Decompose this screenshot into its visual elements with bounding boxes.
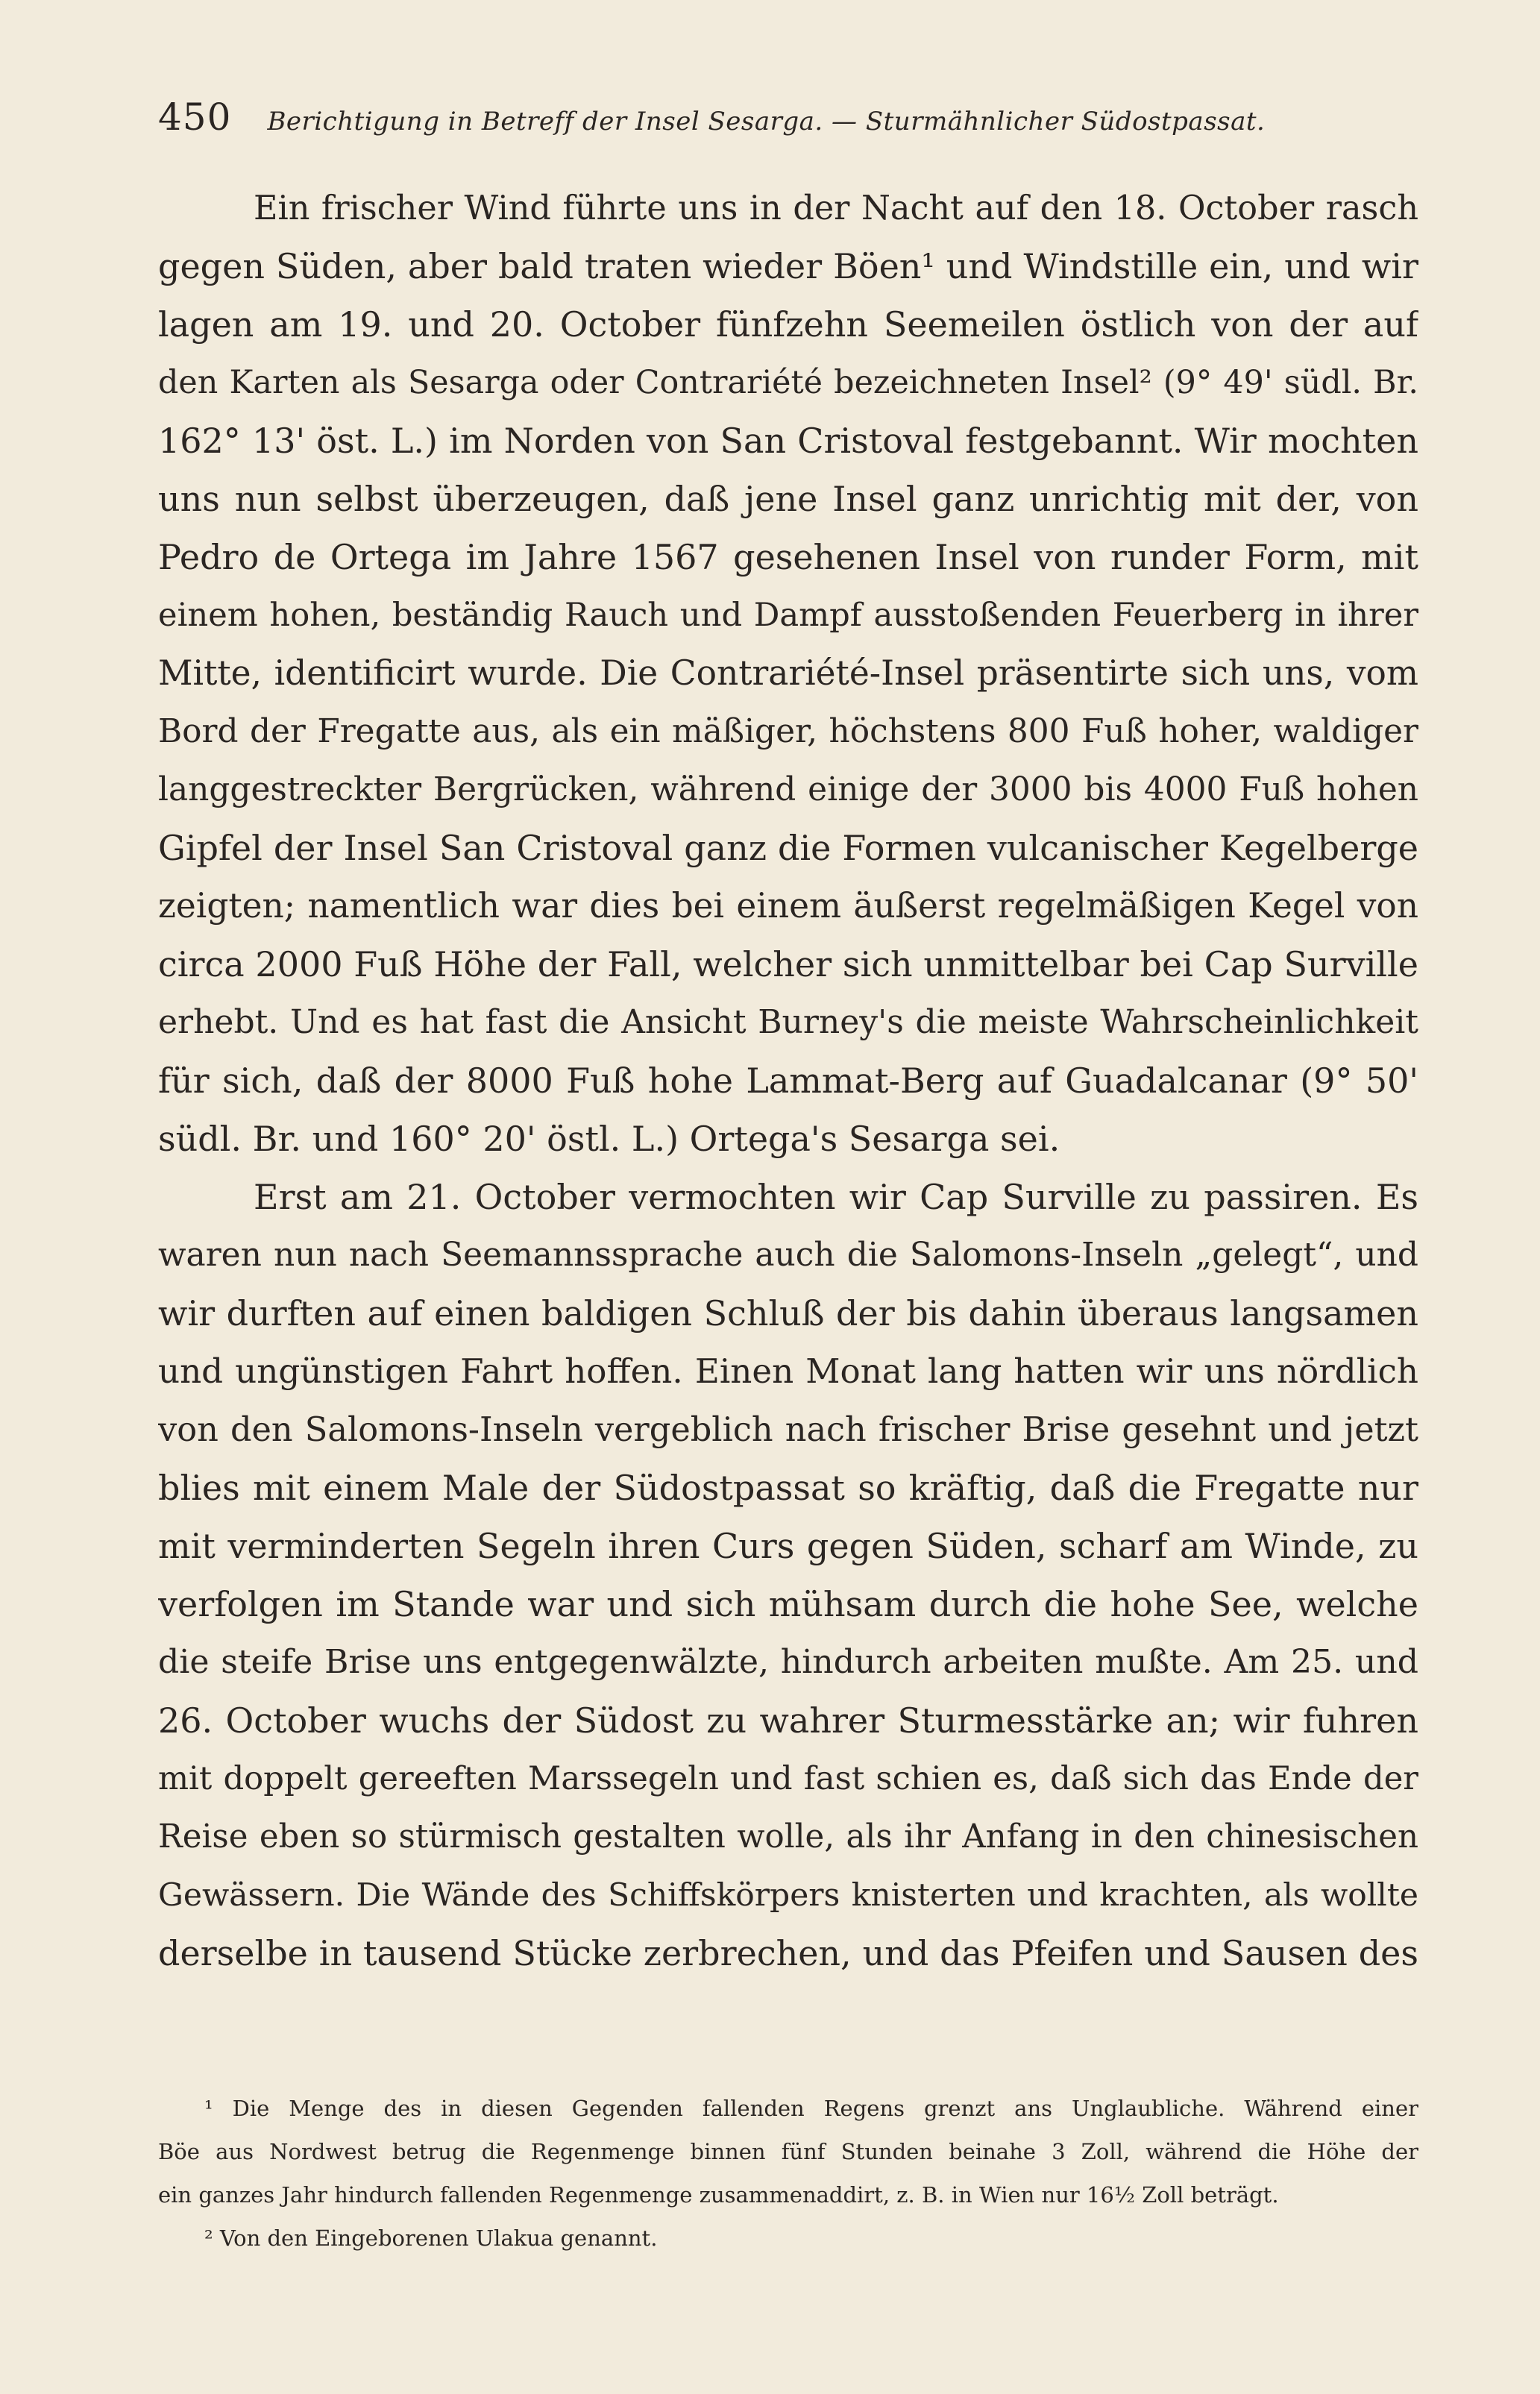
text-line: von den Salomons-Inseln vergeblich nach frischer Brise gesehnt und jetzt — [158, 1410, 1418, 1449]
text-line: Pedro de Ortega im Jahre 1567 gesehenen Insel von runder Form, mit — [158, 537, 1418, 577]
text-line: Reise eben so stürmisch gestalten wolle, als ihr Anfang in den chinesischen — [158, 1818, 1418, 1856]
text-line: und ungünstigen Fahrt hoffen. Einen Monat lang hatten wir uns nördlich — [158, 1351, 1418, 1391]
text-line: wir durften auf einen baldigen Schluß der bis dahin überaus langsamen — [158, 1293, 1418, 1333]
text-line: einem hohen, beständig Rauch und Dampf ausstoßenden Feuerberg in ihrer — [158, 597, 1418, 634]
text-line: Erst am 21. October vermochten wir Cap Surville zu passiren. Es — [254, 1177, 1418, 1217]
running-head: Berichtigung in Betreff der Insel Sesarga. — Sturmähnlicher Südostpassat. — [267, 107, 1266, 136]
page-header — [158, 95, 1418, 155]
text-line: Gewässern. Die Wände des Schiffskörpers knisterten und krachten, als wollte — [158, 1876, 1418, 1913]
text-line: derselbe in tausend Stücke zerbrechen, und das Pfeifen und Sausen des — [158, 1933, 1418, 1973]
text-line: blies mit einem Male der Südostpassat so kräftig, daß die Fregatte nur — [158, 1468, 1418, 1508]
text-line: mit verminderten Segeln ihren Curs gegen Süden, scharf am Winde, zu — [158, 1526, 1418, 1566]
text-line: mit doppelt gereeften Marssegeln und fast schien es, daß sich das Ende der — [158, 1760, 1418, 1797]
footnote-line: ² Von den Eingeborenen Ulakua genannt. — [204, 2225, 658, 2251]
page-number: 450 — [158, 95, 232, 139]
text-line: erhebt. Und es hat fast die Ansicht Burney's die meiste Wahrscheinlichkeit — [158, 1003, 1418, 1041]
text-line: 162° 13' öst. L.) im Norden von San Cristoval festgebannt. Wir mochten — [158, 421, 1418, 461]
footnote-line: ein ganzes Jahr hindurch fallenden Regenmenge zusammenaddirt, z. B. in Wien nur 16½ Zoll beträgt. — [158, 2182, 1279, 2208]
text-line: waren nun nach Seemannssprache auch die Salomons-Inseln „gelegt“, und — [158, 1236, 1418, 1274]
body-text — [158, 179, 1418, 1982]
text-line: lagen am 19. und 20. October fünfzehn Seemeilen östlich von der auf — [158, 304, 1418, 345]
text-line: zeigten; namentlich war dies bei einem äußerst regelmäßigen Kegel von — [158, 886, 1418, 926]
text-line: den Karten als Sesarga oder Contrariété bezeichneten Insel² (9° 49' südl. Br. — [158, 364, 1418, 401]
text-line: uns nun selbst überzeugen, daß jene Insel ganz unrichtig mit der, von — [158, 479, 1418, 519]
text-line: südl. Br. und 160° 20' östl. L.) Ortega's Sesarga sei. — [158, 1119, 1060, 1159]
text-line: Ein frischer Wind führte uns in der Nacht auf den 18. October rasch — [254, 189, 1418, 227]
text-line: Mitte, identificirt wurde. Die Contrariété-Insel präsentirte sich uns, vom — [158, 653, 1418, 693]
text-line: Gipfel der Insel San Cristoval ganz die Formen vulcanischer Kegelberge — [158, 828, 1418, 868]
text-line: Bord der Fregatte aus, als ein mäßiger, höchstens 800 Fuß hoher, waldiger — [158, 712, 1418, 750]
footnotes — [158, 2087, 1418, 2260]
text-line: für sich, daß der 8000 Fuß hohe Lammat-Berg auf Guadalcanar (9° 50' — [158, 1061, 1418, 1101]
text-line: langgestreckter Bergrücken, während einige der 3000 bis 4000 Fuß hohen — [158, 770, 1418, 808]
text-line: verfolgen im Stande war und sich mühsam durch die hohe See, welche — [158, 1584, 1418, 1624]
footnote-line: Böe aus Nordwest betrug die Regenmenge binnen fünf Stunden beinahe 3 Zoll, während die Höhe der — [158, 2139, 1418, 2164]
text-line: gegen Süden, aber bald traten wieder Böen¹ und Windstille ein, und wir — [158, 246, 1418, 286]
footnote-line: ¹ Die Menge des in diesen Gegenden fallenden Regens grenzt ans Unglaubliche. Während einer — [204, 2096, 1418, 2121]
text-line: circa 2000 Fuß Höhe der Fall, welcher sich unmittelbar bei Cap Surville — [158, 944, 1418, 984]
text-line: 26. October wuchs der Südost zu wahrer Sturmesstärke an; wir fuhren — [158, 1700, 1418, 1741]
text-line: die steife Brise uns entgegenwälzte, hindurch arbeiten mußte. Am 25. und — [158, 1643, 1418, 1681]
